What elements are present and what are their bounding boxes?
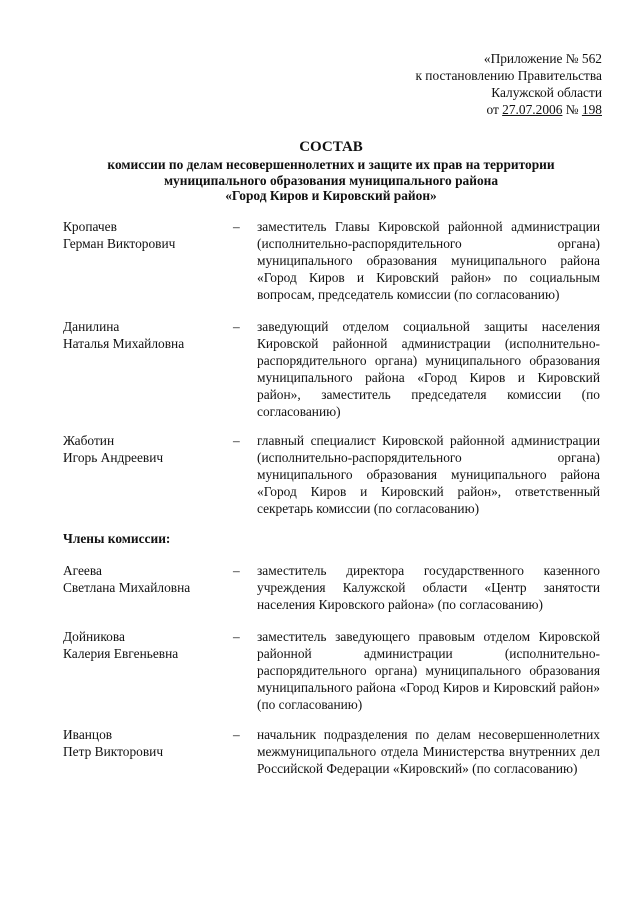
member-given-name: Светлана Михайловна	[63, 580, 191, 595]
member-given-name: Наталья Михайловна	[63, 336, 185, 351]
appendix-line-3: Калужской области	[491, 85, 602, 100]
appendix-number: 198	[581, 102, 602, 117]
member-name	[63, 432, 233, 517]
member-row	[63, 432, 600, 517]
member-name	[63, 318, 233, 420]
member-description: начальник подразделения по делам несовершеннолетних межмуниципального отдела Министерства внутренних дел Российской Федерации «Кировский» (по согласованию)	[257, 727, 600, 776]
member-row	[63, 218, 600, 303]
member-name	[63, 218, 233, 303]
member-given-name: Игорь Андреевич	[63, 450, 164, 465]
appendix-date-prefix: от	[486, 102, 503, 117]
member-row	[63, 318, 600, 420]
member-given-name: Петр Викторович	[63, 744, 164, 759]
member-row	[63, 726, 600, 777]
member-surname: Данилина	[63, 319, 120, 334]
title-main: СОСТАВ	[299, 139, 363, 155]
member-row	[63, 628, 600, 713]
member-description: главный специалист Кировской районной администрации (исполнительно-распорядительного органа) муниципального образования муниципального района «Город Киров и Кировский район», ответственный секретарь комиссии (по согласованию)	[257, 433, 600, 516]
member-description: заместитель заведующего правовым отделом Кировской районной администрации (исполнительно-распорядительного органа) муниципального образования муниципального района «Город Киров и Кировский район» (по согласованию)	[257, 629, 600, 712]
member-given-name: Герман Викторович	[63, 236, 176, 251]
member-name	[63, 628, 233, 713]
member-name	[63, 726, 233, 777]
members-section-label: Члены комиссии:	[63, 531, 171, 546]
dash-separator: –	[233, 563, 240, 578]
member-surname: Агеева	[63, 563, 102, 578]
dash-separator: –	[233, 433, 240, 448]
member-description: заместитель Главы Кировской районной администрации (исполнительно-распорядительного органа) муниципального образования муниципального района «Город Киров и Кировский район» по социальным вопросам, председатель комиссии (по согласованию)	[257, 219, 600, 302]
dash-separator: –	[233, 319, 240, 334]
appendix-date: 27.07.2006	[502, 102, 563, 117]
dash-separator: –	[233, 219, 240, 234]
appendix-line-1: «Приложение № 562	[483, 51, 602, 66]
member-given-name: Калерия Евгеньевна	[63, 646, 179, 661]
appendix-number-prefix: №	[562, 102, 582, 117]
appendix-line-4	[415, 101, 602, 118]
member-description: заведующий отделом социальной защиты населения Кировской районной администрации (исполнительно-распорядительного органа) муниципального образования муниципального района «Город Киров и Кировский район», заместитель председателя комиссии (по согласованию)	[257, 319, 600, 419]
member-surname: Дойникова	[63, 629, 125, 644]
title-line-1: комиссии по делам несовершеннолетних и защите их прав на территории	[107, 157, 555, 172]
member-row	[63, 562, 600, 613]
appendix-line-2: к постановлению Правительства	[415, 68, 602, 83]
appendix-header	[415, 50, 602, 118]
member-name	[63, 562, 233, 613]
member-surname: Жаботин	[63, 433, 115, 448]
title-line-3: «Город Киров и Кировский район»	[225, 188, 437, 203]
member-surname: Иванцов	[63, 727, 113, 742]
dash-separator: –	[233, 727, 240, 742]
title-line-2: муниципального образования муниципального района	[163, 172, 499, 188]
member-description: заместитель директора государственного казенного учреждения Калужской области «Центр занятости населения Кировского района» (по согласованию)	[257, 563, 600, 612]
dash-separator: –	[233, 629, 240, 644]
member-surname: Кропачев	[63, 219, 117, 234]
document-title	[60, 138, 602, 204]
